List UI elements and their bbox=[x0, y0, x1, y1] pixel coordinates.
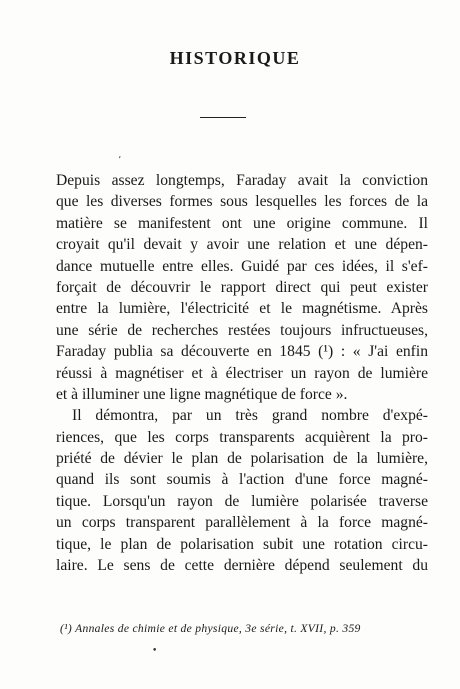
title-rule-divider bbox=[200, 117, 246, 118]
text-line: laire. Le sens de cette dernière dépend seulement du bbox=[56, 557, 428, 575]
text-line: réussi à magnétiser et à électriser un rayon de lumière bbox=[56, 364, 428, 382]
text-line: croyait qu'il devait y avoir une relation et une dépen- bbox=[56, 236, 428, 254]
text-line: Faraday publia sa découverte en 1845 (¹) : « J'ai enfin bbox=[56, 343, 428, 361]
text-line: priété de dévier le plan de polarisation de la lumière, bbox=[56, 450, 428, 468]
text-line: que les diverses formes sous lesquelles les forces de la bbox=[56, 193, 428, 211]
text-line: tique. Lorsqu'un rayon de lumière polarisée traverse bbox=[56, 492, 428, 510]
stray-mark: • bbox=[152, 646, 158, 656]
text-line: forçait de découvrir le rapport direct qui peut exister bbox=[56, 278, 428, 296]
text-line: un corps transparent parallèlement à la force magné- bbox=[56, 514, 428, 532]
stray-mark: ʼ bbox=[118, 156, 121, 166]
text-line: dance mutuelle entre elles. Guidé par ces idées, il s'ef- bbox=[56, 257, 428, 275]
text-line: matière se manifestent ont une origine commune. Il bbox=[56, 214, 428, 232]
text-line: riences, que les corps transparents acquièrent la pro- bbox=[56, 428, 428, 446]
footnote: (¹) Annales de chimie et de physique, 3e série, t. XVII, p. 359 bbox=[60, 622, 361, 635]
page-title: HISTORIQUE bbox=[169, 48, 301, 68]
text-line: Depuis assez longtemps, Faraday avait la conviction bbox=[56, 172, 428, 189]
text-line: quand ils sont soumis à l'action d'une force magné- bbox=[56, 471, 428, 489]
text-line: entre la lumière, l'électricité et le magnétisme. Après bbox=[56, 300, 428, 318]
text-line: tique, le plan de polarisation subit une rotation circu- bbox=[56, 535, 428, 553]
body-text bbox=[56, 170, 428, 576]
text-line: une série de recherches restées toujours infructueuses, bbox=[56, 321, 428, 339]
text-line: et à illuminer une ligne magnétique de force ». bbox=[56, 385, 348, 403]
text-line: Il démontra, par un très grand nombre d'expé- bbox=[72, 407, 428, 425]
